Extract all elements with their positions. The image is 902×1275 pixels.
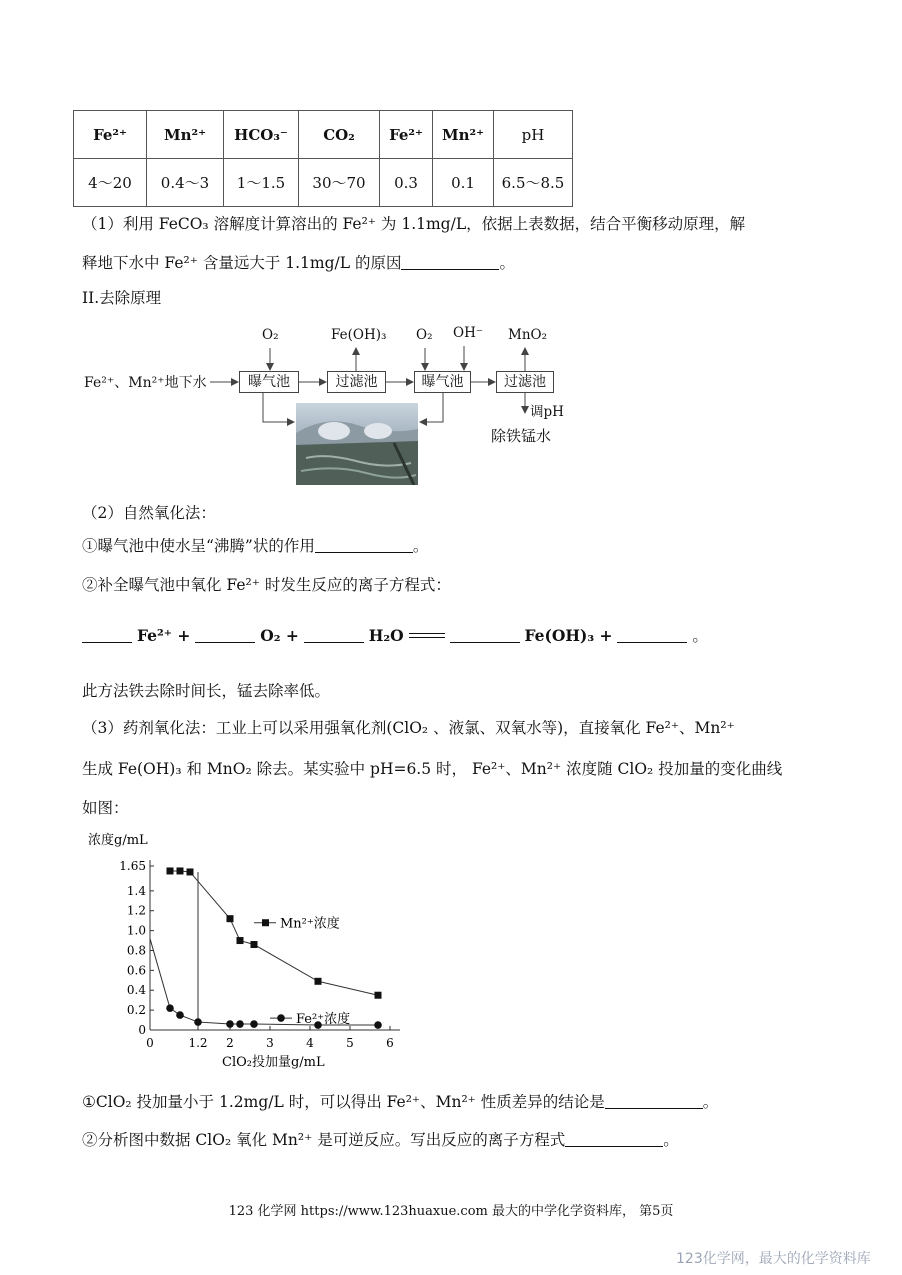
table-cell: 1～1.5 <box>224 159 299 207</box>
watermark-text: 123化学网，最大的化学资料库 <box>676 1251 871 1267</box>
x-tick-label: 3 <box>266 1036 274 1050</box>
y-tick-label: 0.2 <box>126 1003 146 1018</box>
q1-line1: （1）利用 FeCO₃ 溶解度计算溶出的 Fe²⁺ 为 1.1mg/L，依据上表数据，结合平衡移动原理，解 <box>82 215 746 233</box>
q2-title: （2）自然氧化法： <box>82 504 216 522</box>
table-header-cell: CO₂ <box>299 111 380 159</box>
filter-tank-2: 过滤池 <box>496 371 554 393</box>
x-tick-label: 0 <box>146 1036 154 1050</box>
q3-line1: （3）药剂氧化法：工业上可以采用强氧化剂(ClO₂ 、液氯、双氧水等)，直接氧化 Fe²⁺、Mn²⁺ <box>82 719 735 737</box>
equals-sign <box>409 633 445 638</box>
data-point-fe <box>250 1020 258 1028</box>
q1-line2-text: 释地下水中 Fe²⁺ 含量远大于 1.1mg/L 的原因 <box>82 254 402 272</box>
table-header-cell: Fe²⁺ <box>380 111 433 159</box>
series-line-mn <box>170 871 378 995</box>
flow-adjust-ph-label: 调pH <box>530 404 564 420</box>
q1-line2-end: 。 <box>499 254 515 272</box>
q2-note: 此方法铁去除时间长，锰去除率低。 <box>82 682 331 700</box>
flow-oh-label: OH⁻ <box>453 325 483 341</box>
data-point-fe <box>194 1018 202 1026</box>
table-cell: 30～70 <box>299 159 380 207</box>
y-tick-label: 0.8 <box>126 943 146 958</box>
x-tick-label: 6 <box>386 1036 394 1050</box>
photo-illustration <box>296 403 418 485</box>
eq-end: 。 <box>692 627 708 645</box>
y-tick-label: 1.2 <box>126 903 146 918</box>
q3-sub2 <box>82 1129 679 1151</box>
table-header-cell: Mn²⁺ <box>147 111 224 159</box>
answer-blank[interactable] <box>315 536 413 553</box>
flow-arrows <box>0 0 902 500</box>
q3-sub2-end: 。 <box>663 1131 679 1149</box>
q2-sub1-end: 。 <box>412 537 429 555</box>
answer-blank[interactable] <box>304 626 364 643</box>
aeration-tank-1: 曝气池 <box>239 371 299 393</box>
table-header-cell: pH <box>494 111 573 159</box>
table-cell: 4～20 <box>74 159 147 207</box>
table-cell: 0.1 <box>433 159 494 207</box>
data-point-fe <box>374 1021 382 1029</box>
x-tick-label: 5 <box>346 1036 354 1050</box>
answer-blank[interactable] <box>565 1130 663 1147</box>
legend-label-mn: Mn²⁺浓度 <box>280 916 340 932</box>
x-axis-label: ClO₂投加量g/mL <box>222 1055 325 1070</box>
section2-title: II.去除原理 <box>82 289 162 307</box>
answer-blank[interactable] <box>617 626 687 643</box>
aeration-tank-2: 曝气池 <box>414 371 471 393</box>
data-point-mn <box>177 867 184 874</box>
eq-fe-term: Fe²⁺ + <box>136 626 191 645</box>
flow-feoh3-label: Fe(OH)₃ <box>331 327 387 343</box>
concentration-chart <box>80 828 410 1087</box>
table-cell: 0.4～3 <box>147 159 224 207</box>
data-point-mn <box>375 992 382 999</box>
water-treatment-photo <box>296 403 418 485</box>
y-tick-label: 0.6 <box>126 963 146 978</box>
y-tick-label: 0.4 <box>126 983 146 998</box>
answer-blank[interactable] <box>450 626 520 643</box>
data-point-mn <box>167 867 174 874</box>
answer-blank[interactable] <box>195 626 255 643</box>
answer-blank[interactable] <box>82 626 132 643</box>
eq-feoh3-term: Fe(OH)₃ + <box>524 626 613 645</box>
data-point-fe <box>176 1011 184 1019</box>
q3-sub1-text: ①ClO₂ 投加量小于 1.2mg/L 时，可以得出 Fe²⁺、Mn²⁺ 性质差异的结论是 <box>82 1093 605 1111</box>
data-point-fe <box>236 1020 244 1028</box>
ion-equation <box>82 625 708 647</box>
data-point-mn <box>227 915 234 922</box>
q3-sub1-end: 。 <box>702 1093 719 1111</box>
q2-sub1 <box>82 535 428 557</box>
flow-input-label: Fe²⁺、Mn²⁺地下水 <box>84 375 207 391</box>
data-point-fe <box>226 1020 234 1028</box>
data-point-mn <box>315 978 322 985</box>
flow-mno2-label: MnO₂ <box>508 327 547 343</box>
y-axis-label: 浓度g/mL <box>88 833 148 848</box>
q2-sub2: ②补全曝气池中氧化 Fe²⁺ 时发生反应的离子方程式： <box>82 576 451 594</box>
table-header-cell: HCO₃⁻ <box>224 111 299 159</box>
chart-svg <box>80 828 410 1083</box>
q2-sub1-text: ①曝气池中使水呈“沸腾”状的作用 <box>82 537 315 555</box>
table-header-cell: Mn²⁺ <box>433 111 494 159</box>
eq-o2-term: O₂ + <box>260 626 299 645</box>
flow-o2-label: O₂ <box>262 327 279 343</box>
y-tick-label: 0 <box>138 1023 146 1037</box>
data-point-mn <box>251 941 258 948</box>
data-point-fe <box>166 1004 174 1012</box>
y-tick-label: 1.4 <box>126 883 146 898</box>
q3-line3: 如图： <box>82 799 129 817</box>
filter-tank-1: 过滤池 <box>327 371 386 393</box>
legend-marker-fe <box>277 1014 285 1022</box>
legend-label-fe: Fe²⁺浓度 <box>296 1012 351 1028</box>
table-cell: 6.5～8.5 <box>494 159 573 207</box>
page-footer: 123 化学网 https://www.123huaxue.com 最大的中学化学资料库， 第5页 <box>228 1204 674 1219</box>
answer-blank[interactable] <box>605 1092 703 1109</box>
flow-output-label: 除铁锰水 <box>491 427 552 445</box>
q3-line2: 生成 Fe(OH)₃ 和 MnO₂ 除去。某实验中 pH=6.5 时， Fe²⁺、Mn²⁺ 浓度随 ClO₂ 投加量的变化曲线 <box>82 760 783 778</box>
data-point-mn <box>237 937 244 944</box>
x-tick-label: 4 <box>306 1036 314 1050</box>
q3-sub2-text: ②分析图中数据 ClO₂ 氧化 Mn²⁺ 是可逆反应。写出反应的离子方程式 <box>82 1131 566 1149</box>
y-tick-label: 1.0 <box>126 923 146 938</box>
x-tick-label: 2 <box>226 1036 234 1050</box>
table-cell: 0.3 <box>380 159 433 207</box>
eq-h2o-term: H₂O <box>368 626 404 645</box>
table-header-cell: Fe²⁺ <box>74 111 147 159</box>
data-point-mn <box>187 868 194 875</box>
q3-sub1 <box>82 1091 718 1113</box>
legend-marker-mn <box>262 919 269 926</box>
flow-o2-label: O₂ <box>416 327 433 343</box>
x-tick-label: 1.2 <box>188 1036 208 1050</box>
y-tick-label: 1.65 <box>119 859 146 873</box>
